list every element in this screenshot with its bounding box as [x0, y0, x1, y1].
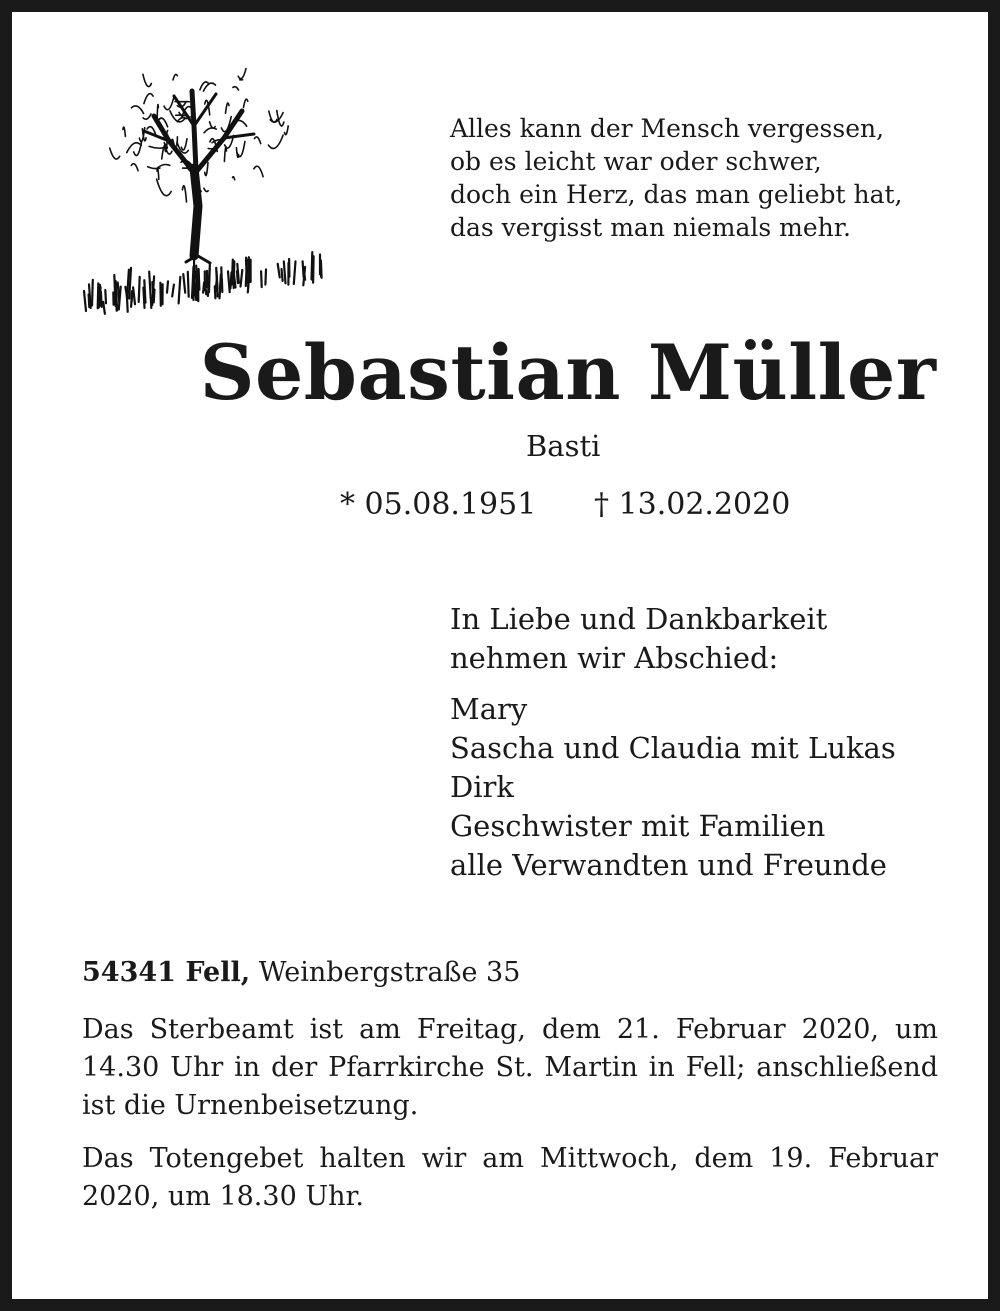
farewell-intro-line: In Liebe und Dankbarkeit	[450, 602, 828, 636]
address-place: 54341 Fell,	[82, 957, 251, 988]
poem-line: doch ein Herz, das man geliebt hat,	[450, 180, 903, 209]
poem-line: Alles kann der Mensch vergessen,	[450, 114, 885, 143]
deceased-name: Sebastian Müller	[199, 328, 937, 417]
memorial-poem	[450, 112, 902, 244]
mourner-name: Dirk	[450, 770, 514, 804]
funeral-service-notice: Das Sterbeamt ist am Freitag, dem 21. Februar 2020, um 14.30 Uhr in der Pfarrkirche St. Martin in Fell; anschließend ist die Urnenbeisetzung.	[82, 1014, 938, 1121]
address-street: Weinbergstraße 35	[258, 957, 521, 988]
death-date: † 13.02.2020	[594, 487, 791, 522]
farewell-block	[450, 600, 896, 885]
prayer-service-notice: Das Totengebet halten wir am Mittwoch, dem 19. Februar 2020, um 18.30 Uhr.	[82, 1143, 938, 1212]
tree-illustration-icon	[74, 56, 344, 336]
mourner-name: Geschwister mit Familien	[450, 809, 826, 843]
birth-date: * 05.08.1951	[340, 487, 537, 522]
deceased-nickname: Basti	[526, 429, 601, 463]
mourner-name: alle Verwandten und Freunde	[450, 848, 887, 882]
mourner-name: Mary	[450, 692, 528, 726]
farewell-intro-line: nehmen wir Abschied:	[450, 641, 779, 675]
poem-line: das vergisst man niemals mehr.	[450, 213, 851, 242]
family-address	[82, 957, 520, 988]
mourner-name: Sascha und Claudia mit Lukas	[450, 731, 896, 765]
poem-line: ob es leicht war oder schwer,	[450, 147, 822, 176]
